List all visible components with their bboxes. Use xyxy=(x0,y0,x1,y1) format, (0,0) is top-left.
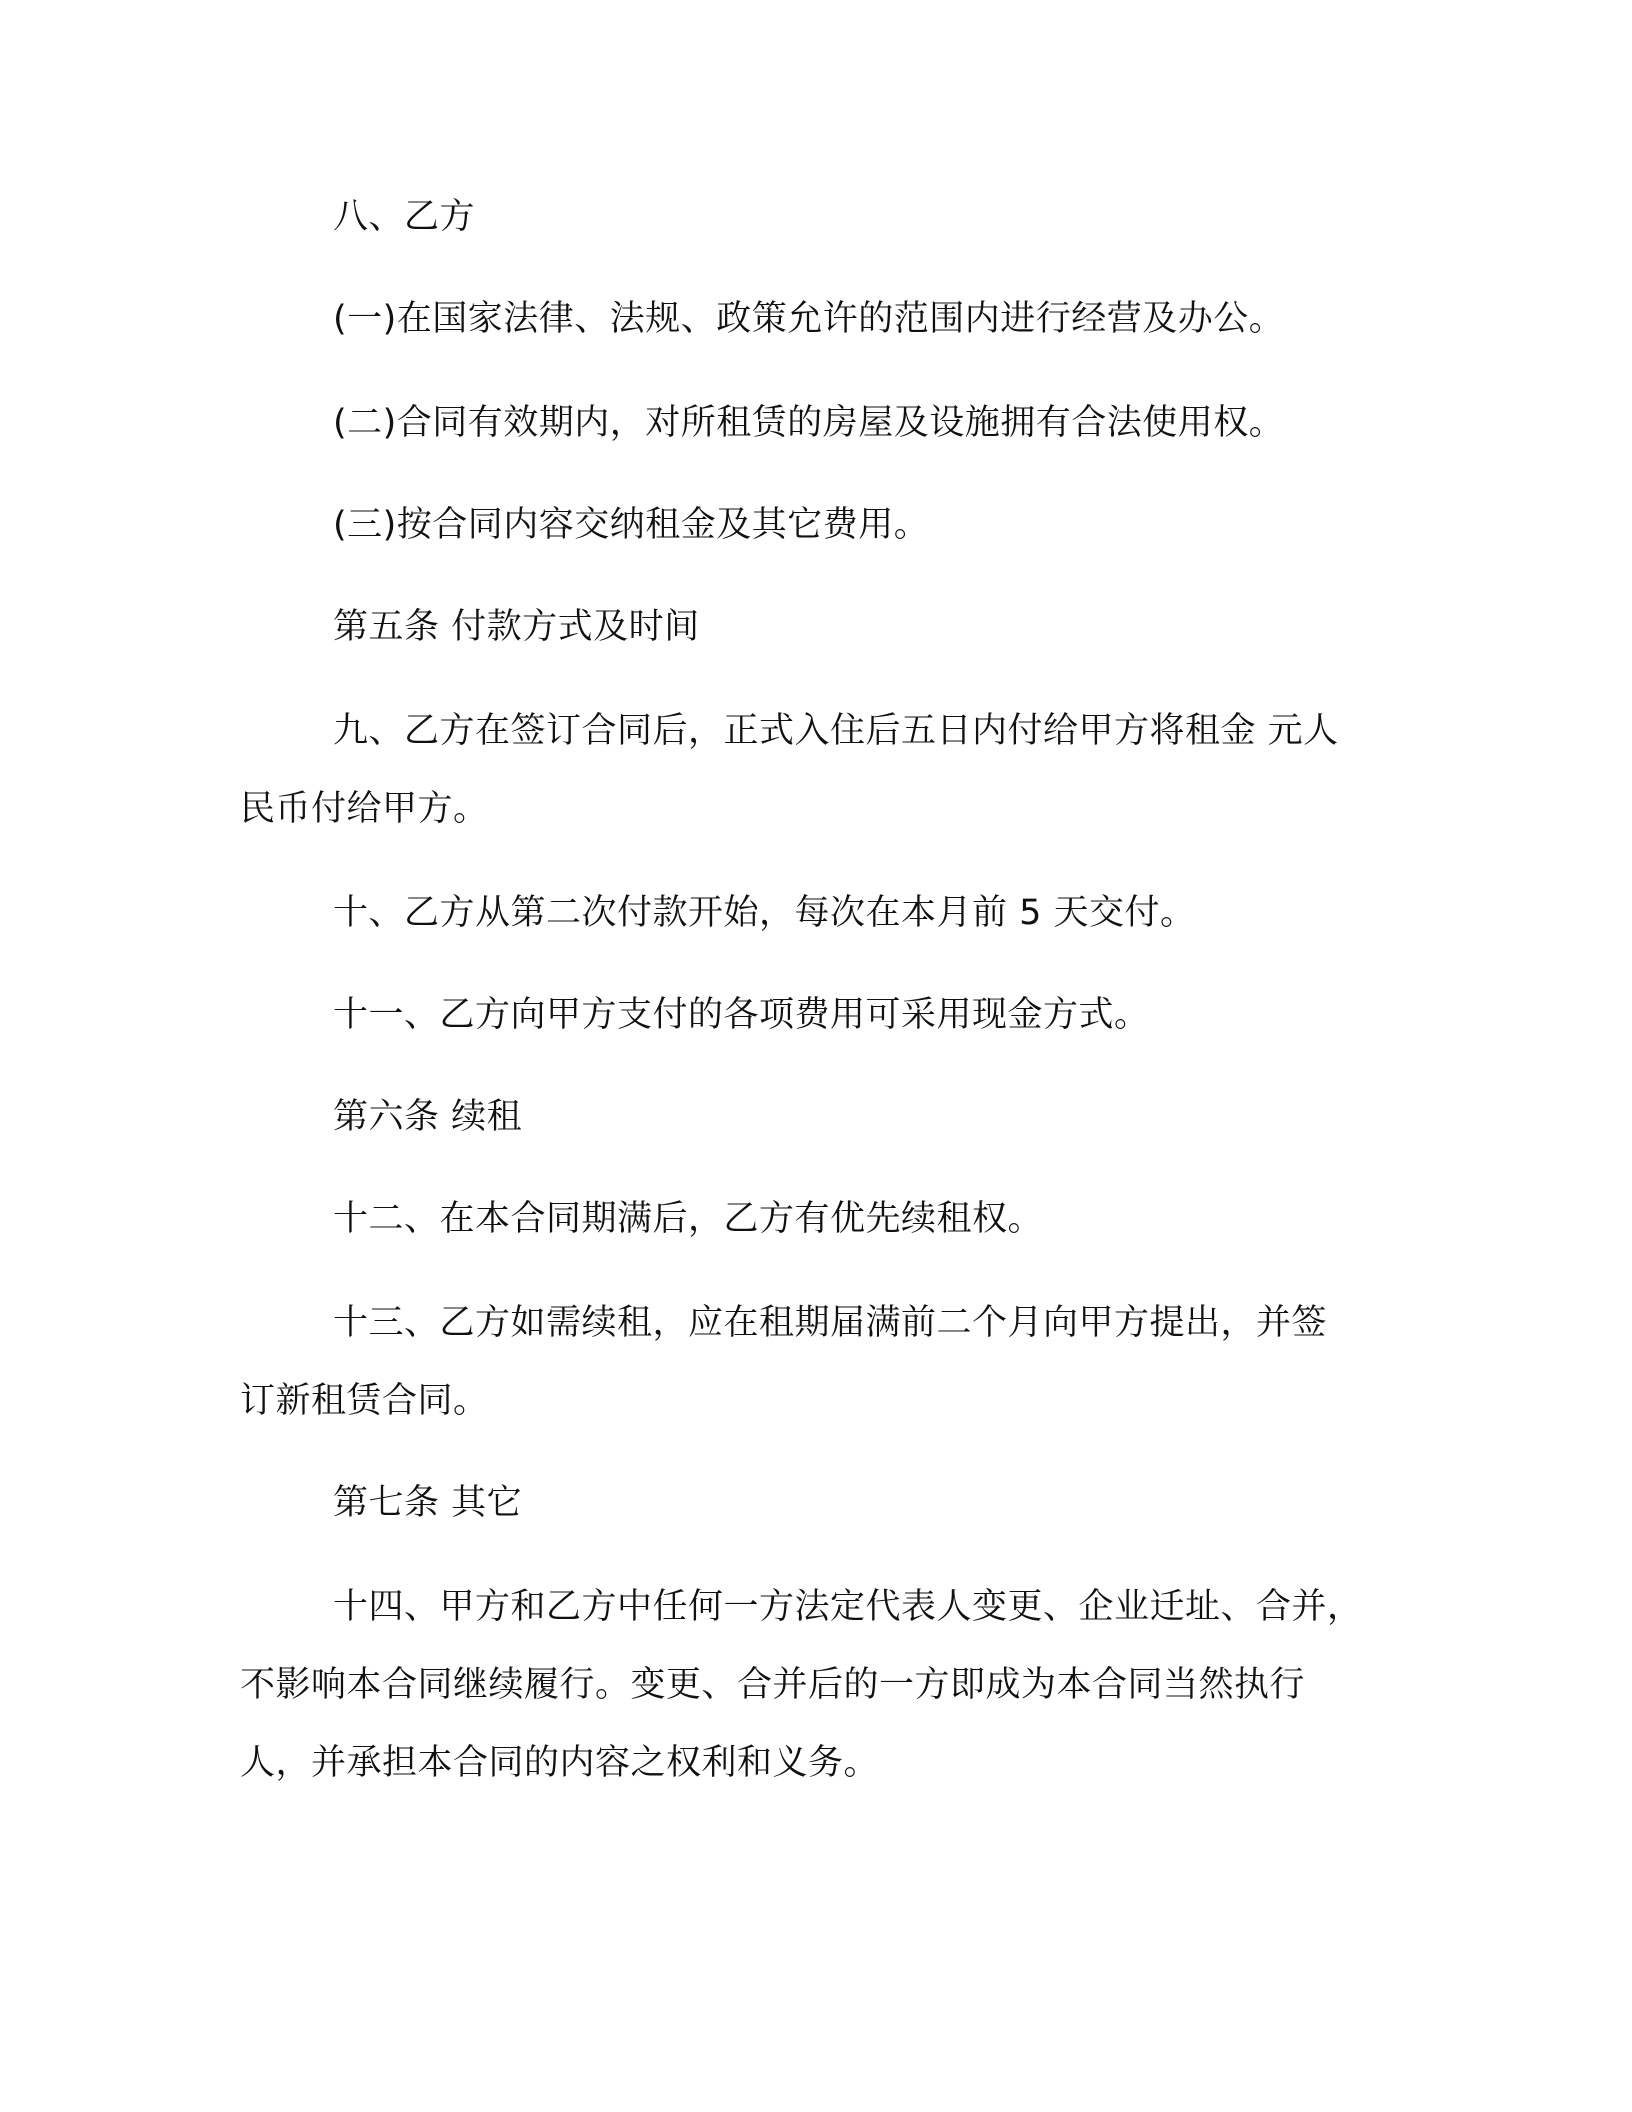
clause-9-line-1: 九、乙方在签订合同后，正式入住后五日内付给甲方将租金 元人 xyxy=(333,711,1339,751)
clause-13-line-1: 十三、乙方如需续租，应在租期届满前二个月向甲方提出，并签 xyxy=(333,1303,1328,1343)
clause-8-1: (一)在国家法律、法规、政策允许的范围内进行经营及办公。 xyxy=(333,299,1285,339)
article-6-heading: 第六条 续租 xyxy=(333,1097,523,1137)
clause-8-2: (二)合同有效期内，对所租赁的房屋及设施拥有合法使用权。 xyxy=(333,403,1285,443)
clause-10: 十、乙方从第二次付款开始，每次在本月前 5 天交付。 xyxy=(333,893,1196,933)
clause-9-line-2: 民币付给甲方。 xyxy=(240,789,489,829)
section-8-heading: 八、乙方 xyxy=(333,197,476,237)
clause-13-line-2: 订新租赁合同。 xyxy=(240,1381,489,1421)
clause-14-line-1: 十四、甲方和乙方中任何一方法定代表人变更、企业迁址、合并， xyxy=(333,1587,1363,1627)
clause-11: 十一、乙方向甲方支付的各项费用可采用现金方式。 xyxy=(333,995,1150,1035)
clause-14-line-2: 不影响本合同继续履行。变更、合并后的一方即成为本合同当然执行 xyxy=(240,1665,1306,1705)
clause-8-3: (三)按合同内容交纳租金及其它费用。 xyxy=(333,505,930,545)
clause-12: 十二、在本合同期满后，乙方有优先续租权。 xyxy=(333,1199,1044,1239)
clause-14-line-3: 人，并承担本合同的内容之权利和义务。 xyxy=(240,1743,880,1783)
article-5-heading: 第五条 付款方式及时间 xyxy=(333,607,700,647)
article-7-heading: 第七条 其它 xyxy=(333,1483,523,1523)
